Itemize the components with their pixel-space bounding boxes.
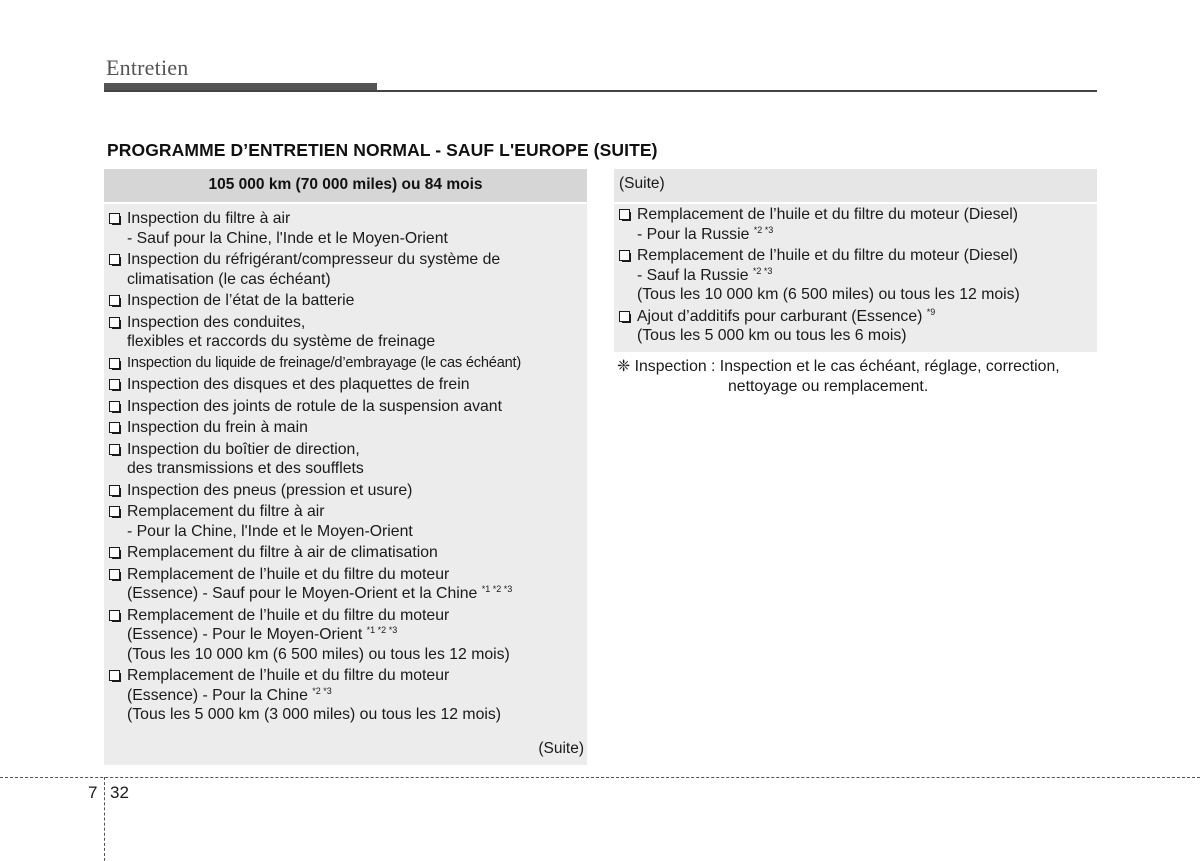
continued-heading bbox=[614, 169, 1097, 204]
checklist-item-text: Inspection du liquide de freinage/d’embrayage (le cas échéant) bbox=[127, 354, 522, 371]
checkbox-icon bbox=[109, 670, 120, 681]
checklist-item bbox=[108, 565, 521, 604]
checklist-item-text: Inspection des joints de rotule de la suspension avant bbox=[127, 397, 502, 415]
footnote-marker: *9 bbox=[926, 306, 936, 317]
checkbox-icon bbox=[109, 254, 120, 265]
checklist-item-interval: (Tous les 10 000 km (6 500 miles) ou tous les 12 mois) bbox=[127, 645, 510, 663]
section-title: PROGRAMME D’ENTRETIEN NORMAL - SAUF L'EUROPE (SUITE) bbox=[107, 140, 658, 160]
inspection-note-line1: ❈ Inspection : Inspection et le cas échéant, réglage, correction, bbox=[617, 358, 1060, 375]
checkbox-icon bbox=[619, 311, 630, 322]
checklist-item bbox=[108, 440, 521, 479]
checklist-item bbox=[108, 209, 521, 248]
inspection-note bbox=[617, 357, 1060, 397]
checkbox-icon bbox=[109, 213, 120, 224]
checklist-item-subtext: - Pour la Chine, l'Inde et le Moyen-Orient bbox=[127, 522, 413, 540]
interval-heading: 105 000 km (70 000 miles) ou 84 mois bbox=[104, 169, 587, 204]
checklist-item bbox=[618, 205, 1020, 244]
inspection-note-line2: nettoyage ou remplacement. bbox=[728, 378, 929, 395]
checklist-item-continuation bbox=[127, 332, 521, 352]
checklist-item-text: Remplacement du filtre à air de climatisation bbox=[127, 544, 438, 561]
checklist-item-subtext: (Tous les 5 000 km ou tous les 6 mois) bbox=[637, 327, 907, 344]
checklist-item-interval: (Tous les 5 000 km (3 000 miles) ou tous les 12 mois) bbox=[127, 706, 502, 723]
continued-label: (Suite) bbox=[538, 740, 584, 757]
checklist-item-continuation bbox=[637, 266, 1020, 286]
checklist-item bbox=[108, 481, 521, 501]
checkbox-icon bbox=[109, 379, 120, 390]
checkbox-icon bbox=[109, 569, 120, 580]
checklist-item bbox=[108, 666, 521, 725]
checklist-item-continuation bbox=[127, 686, 521, 706]
footnote-marker: *2 *3 bbox=[753, 224, 774, 235]
checklist-item-subtext: - Sauf pour la Chine, l'Inde et le Moyen-Orient bbox=[127, 229, 448, 247]
checkbox-icon bbox=[109, 295, 120, 306]
checklist-item bbox=[618, 307, 1020, 346]
checklist-item-subtext: - Sauf la Russie bbox=[637, 266, 749, 284]
checklist-item-continuation bbox=[637, 225, 1020, 245]
checklist-item-text: Remplacement de l’huile et du filtre du moteur bbox=[127, 565, 450, 583]
checklist-item bbox=[108, 606, 521, 665]
checklist-item-text: Remplacement de l’huile et du filtre du moteur bbox=[127, 667, 450, 684]
checklist-item-continuation bbox=[127, 522, 521, 542]
checkbox-icon bbox=[109, 317, 120, 328]
checklist-item-interval: (Tous les 10 000 km (6 500 miles) ou tous les 12 mois) bbox=[637, 286, 1020, 303]
footnote-marker: *2 *3 bbox=[312, 685, 332, 696]
checkbox-icon bbox=[109, 358, 120, 369]
page-header-title: Entretien bbox=[106, 55, 189, 80]
left-checklist bbox=[108, 209, 521, 727]
maintenance-interval-panel bbox=[104, 169, 587, 765]
page-number: 32 bbox=[110, 783, 129, 802]
continued-panel bbox=[614, 169, 1097, 352]
header-rule bbox=[104, 90, 1097, 92]
checkbox-icon bbox=[109, 506, 120, 517]
checkbox-icon bbox=[109, 485, 120, 496]
checklist-item bbox=[108, 375, 521, 395]
checklist-item-continuation bbox=[127, 625, 521, 645]
checklist-item-subtext: (Essence) - Sauf pour le Moyen-Orient et la Chine bbox=[127, 585, 478, 602]
checklist-item-subtext: (Essence) - Pour le Moyen-Orient bbox=[127, 626, 363, 643]
footer-dashed-rule bbox=[0, 777, 1200, 778]
footer-dashed-divider bbox=[104, 777, 105, 861]
checklist-item bbox=[108, 543, 521, 563]
checklist-item bbox=[108, 313, 521, 352]
checklist-item-text: Inspection du boîtier de direction, bbox=[127, 440, 360, 458]
checklist-item-text: Inspection des conduites, bbox=[127, 313, 306, 331]
checklist-item bbox=[108, 250, 521, 289]
checklist-item-text: Inspection du frein à main bbox=[127, 419, 308, 436]
checklist-item-continuation bbox=[127, 270, 521, 290]
checkbox-icon bbox=[619, 209, 630, 220]
checklist-item bbox=[108, 291, 521, 311]
checklist-item bbox=[618, 246, 1020, 305]
checklist-item-continuation bbox=[127, 229, 521, 249]
footnote-marker: *1 *2 *3 bbox=[366, 625, 398, 635]
right-checklist bbox=[618, 205, 1020, 348]
checklist-item-text: Inspection des disques et des plaquettes de frein bbox=[127, 376, 470, 393]
checklist-item-text: Inspection de l’état de la batterie bbox=[127, 292, 355, 309]
checklist-item-continuation bbox=[127, 459, 521, 479]
checkbox-icon bbox=[109, 547, 120, 558]
checklist-item-text: Inspection du filtre à air bbox=[127, 210, 291, 227]
checklist-item-text: Inspection des pneus (pression et usure) bbox=[127, 481, 413, 499]
checklist-item-subtext: flexibles et raccords du système de freinage bbox=[127, 333, 436, 350]
checklist-item-text: Inspection du réfrigérant/compresseur du système de bbox=[127, 251, 501, 268]
checkbox-icon bbox=[109, 401, 120, 412]
footnote-marker: *2 *3 bbox=[752, 265, 773, 276]
chapter-number: 7 bbox=[88, 783, 98, 802]
checklist-item-text: Remplacement de l’huile et du filtre du moteur bbox=[127, 606, 450, 624]
checkbox-icon bbox=[109, 422, 120, 433]
checkbox-icon bbox=[109, 444, 120, 455]
checklist-item-text: Remplacement de l’huile et du filtre du moteur (Diesel) bbox=[637, 206, 1019, 223]
checklist-item-text: Ajout d’additifs pour carburant (Essence) bbox=[637, 307, 923, 325]
checklist-item bbox=[108, 418, 521, 438]
checklist-item-subtext: (Essence) - Pour la Chine bbox=[127, 686, 308, 704]
checklist-item-text: Remplacement du filtre à air bbox=[127, 503, 325, 520]
checklist-item bbox=[108, 397, 521, 417]
checkbox-icon bbox=[619, 250, 630, 261]
checklist-item-text: Remplacement de l’huile et du filtre du moteur (Diesel) bbox=[637, 247, 1019, 264]
checklist-item bbox=[108, 354, 521, 374]
checklist-item bbox=[108, 502, 521, 541]
checklist-item-subtext: des transmissions et des soufflets bbox=[127, 460, 364, 477]
continued-heading-label: (Suite) bbox=[619, 175, 665, 192]
checklist-item-subtext: - Pour la Russie bbox=[637, 225, 750, 243]
checklist-item-continuation bbox=[127, 584, 521, 604]
checklist-item-subtext: climatisation (le cas échéant) bbox=[127, 270, 331, 288]
checkbox-icon bbox=[109, 610, 120, 621]
checklist-item-continuation bbox=[637, 326, 1020, 346]
footnote-marker: *1 *2 *3 bbox=[481, 584, 513, 594]
